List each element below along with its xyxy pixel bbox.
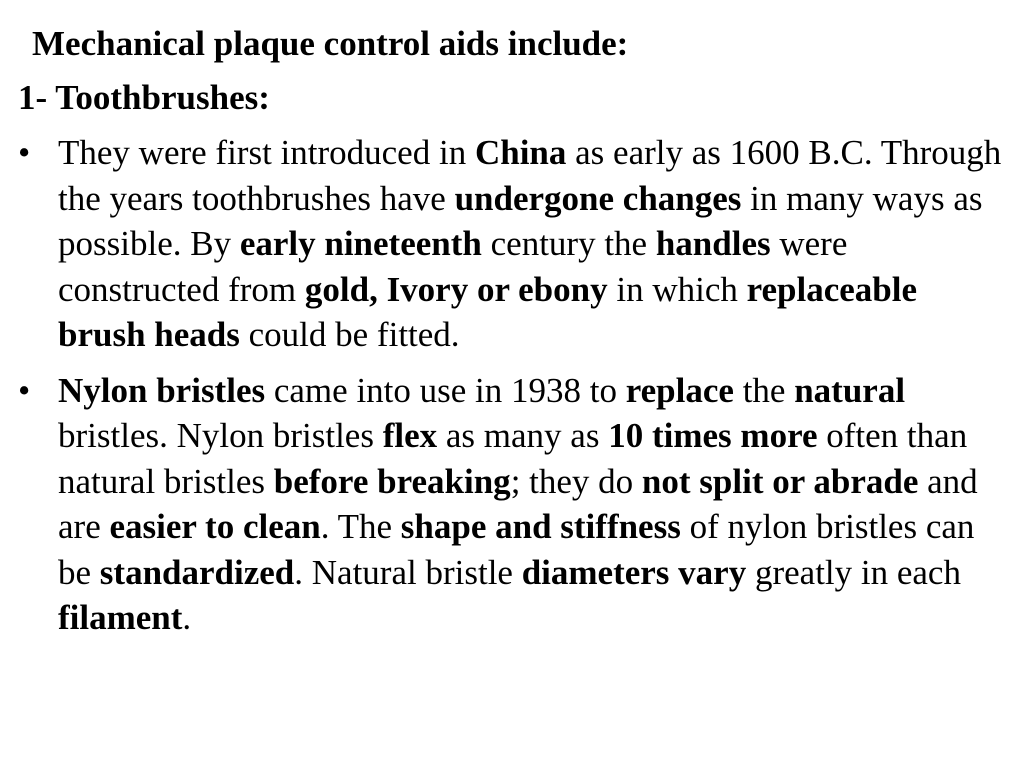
body-text: of nylon bristles can be <box>58 507 975 592</box>
bullet-dot-icon: • <box>18 370 31 410</box>
body-text: ; they do <box>510 461 642 501</box>
body-text: . <box>182 598 192 637</box>
bullet-item-history <box>18 130 1008 358</box>
emphasized-text: handles <box>655 224 771 263</box>
emphasized-text: filament <box>58 598 183 637</box>
body-text: in which <box>607 269 747 309</box>
emphasized-text: easier to clean <box>109 507 321 546</box>
body-text: the <box>733 370 795 410</box>
body-text: often than natural bristles <box>58 416 968 501</box>
emphasized-text: standardized <box>99 552 295 592</box>
emphasized-text: flex <box>382 416 438 455</box>
bullet-list <box>18 130 1008 651</box>
section-subheading: 1- Toothbrushes: <box>18 78 270 117</box>
bullet-text <box>58 371 978 638</box>
emphasized-text: shape and stiffness <box>400 507 681 546</box>
slide-heading: Mechanical plaque control aids include: <box>32 24 629 63</box>
body-text: and are <box>58 461 978 546</box>
body-text: . The <box>320 507 401 546</box>
emphasized-text: not split or abrade <box>641 461 919 501</box>
bullet-dot-icon: • <box>18 133 31 172</box>
emphasized-text: diameters vary <box>521 552 747 592</box>
bullet-text <box>58 133 1001 354</box>
body-text: came into use in 1938 to <box>265 370 626 410</box>
body-text: greatly in each <box>746 552 961 592</box>
body-text: could be fitted. <box>239 315 460 354</box>
emphasized-text: gold, Ivory or ebony <box>304 269 608 309</box>
emphasized-text: before breaking <box>273 461 511 501</box>
emphasized-text: Nylon bristles <box>58 370 266 410</box>
body-text: were constructed from <box>58 224 848 309</box>
emphasized-text: natural <box>794 370 906 410</box>
emphasized-text: China <box>474 133 567 172</box>
emphasized-text: undergone changes <box>454 178 742 218</box>
body-text: in many ways as possible. By <box>58 178 983 263</box>
emphasized-text: replaceable brush heads <box>58 269 918 354</box>
body-text: . Natural bristle <box>294 552 522 592</box>
body-text: as early as 1600 B.C. Through the years toothbrushes have <box>58 133 1002 218</box>
bullet-item-nylon <box>18 368 1008 641</box>
body-text: They were first introduced in <box>58 133 475 172</box>
body-text: century the <box>481 224 656 263</box>
emphasized-text: early nineteenth <box>239 224 482 263</box>
body-text: bristles. Nylon bristles <box>58 416 383 455</box>
emphasized-text: replace <box>625 370 734 410</box>
emphasized-text: 10 times more <box>608 416 818 455</box>
body-text: as many as <box>437 416 609 455</box>
